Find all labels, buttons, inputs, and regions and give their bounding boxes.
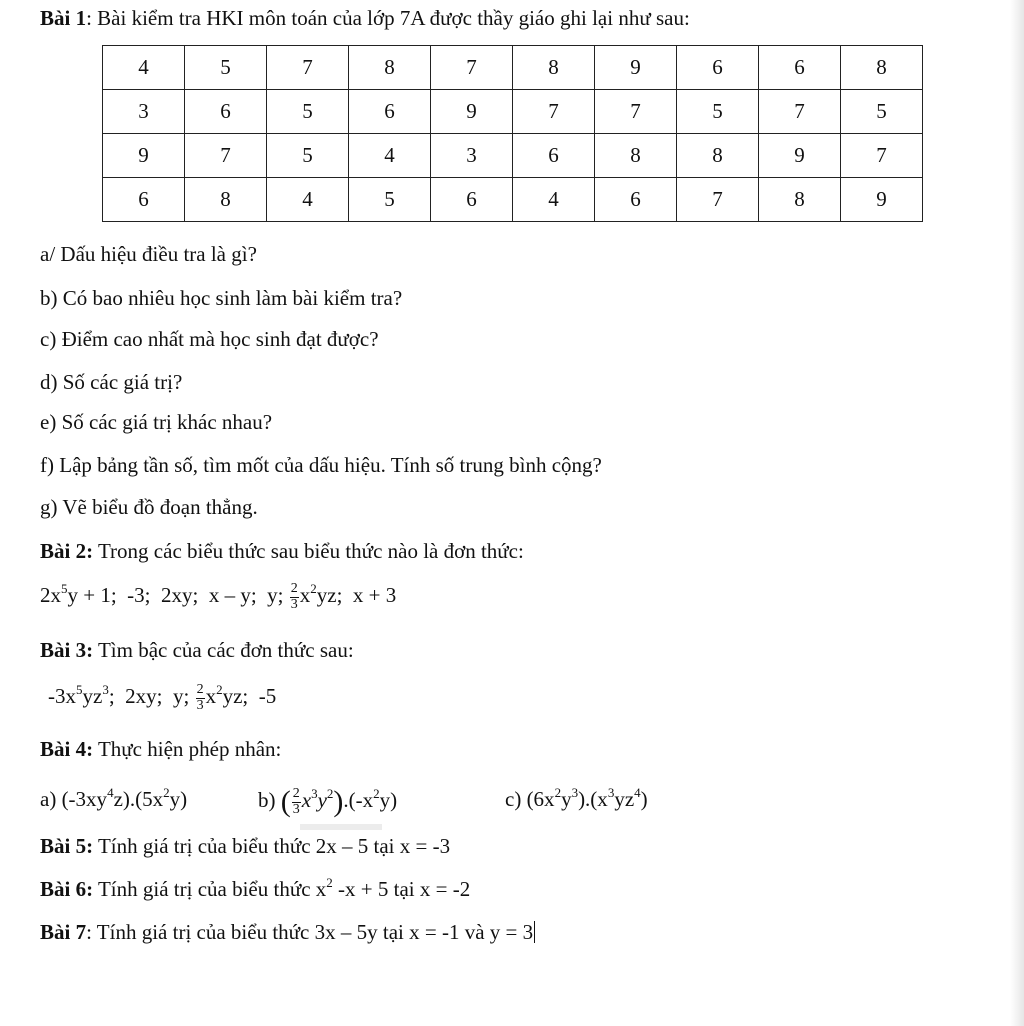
table-cell: 3	[103, 90, 185, 134]
bai4-c-exponent: 3	[571, 785, 579, 800]
bai2-exponent: 2	[310, 581, 317, 596]
bai4-c-part: yz	[614, 787, 635, 811]
table-cell: 8	[841, 46, 923, 90]
bai6-text-part: -x + 5 tại x = -2	[332, 877, 471, 901]
table-cell: 4	[349, 134, 431, 178]
table-cell: 9	[841, 178, 923, 222]
bai4-b-var: y	[317, 788, 327, 812]
bai2-expr-part: yz; x + 3	[316, 583, 397, 607]
table-cell: 7	[513, 90, 595, 134]
table-cell: 5	[267, 90, 349, 134]
bai5-text: Tính giá trị của biểu thức 2x – 5 tại x = -3	[93, 834, 451, 858]
table-cell: 6	[431, 178, 513, 222]
table-cell: 7	[759, 90, 841, 134]
table-cell: 9	[103, 134, 185, 178]
bai4-b-part: y)	[379, 788, 398, 812]
question-f: f) Lập bảng tần số, tìm mốt của dấu hiệu. Tính số trung bình cộng?	[40, 453, 602, 477]
table-cell: 5	[677, 90, 759, 134]
table-cell: 4	[267, 178, 349, 222]
table-cell: 8	[349, 46, 431, 90]
bai2-heading	[40, 539, 524, 564]
bai3-exponent: 5	[76, 682, 83, 697]
bai7-line	[40, 920, 535, 945]
bai3-label: Bài 3:	[40, 638, 94, 662]
bai7-label: Bài 7	[40, 920, 87, 944]
bai2-expr-part: x	[299, 583, 311, 607]
table-cell: 6	[185, 90, 267, 134]
bai2-label: Bài 2:	[40, 539, 94, 563]
table-cell: 4	[513, 178, 595, 222]
bai3-expr-part: yz; -5	[222, 684, 277, 708]
bai1-intro: : Bài kiểm tra HKI môn toán của lớp 7A được thầy giáo ghi lại như sau:	[86, 6, 690, 30]
table-cell: 7	[595, 90, 677, 134]
table-cell: 6	[349, 90, 431, 134]
fraction-two-thirds	[292, 787, 301, 817]
table-cell: 9	[431, 90, 513, 134]
bai3-exponent: 3	[102, 682, 109, 697]
question-g: g) Vẽ biểu đồ đoạn thẳng.	[40, 495, 258, 519]
bai3-expr-part: yz	[82, 684, 103, 708]
table-row	[103, 46, 923, 90]
bai4-a-exponent: 2	[163, 785, 170, 800]
fraction-denominator: 3	[292, 801, 300, 817]
table-cell: 8	[185, 178, 267, 222]
bai1-heading	[40, 6, 690, 31]
bai2-expr-part: 2x	[40, 583, 61, 607]
bai4-b-exponent: 2	[373, 786, 380, 801]
question-d: d) Số các giá trị?	[40, 370, 183, 394]
table-cell: 8	[677, 134, 759, 178]
bai4-text: Thực hiện phép nhân:	[93, 737, 282, 761]
bai3-expr-part: x	[205, 684, 217, 708]
fraction-numerator: 2	[290, 581, 298, 596]
bai7-text: : Tính giá trị của biểu thức 3x – 5y tại x = -1 và y = 3	[86, 920, 534, 944]
bai4-a-part: z).(5x	[113, 787, 164, 811]
table-cell: 7	[677, 178, 759, 222]
bai4-heading	[40, 737, 281, 762]
bai4-b-var: x	[301, 788, 312, 812]
bai2-expr-part: y + 1; -3; 2xy; x – y; y;	[67, 583, 289, 607]
table-cell: 8	[595, 134, 677, 178]
bai4-b-left-paren: (	[280, 785, 291, 818]
bai4-a-part: y)	[169, 787, 188, 811]
table-cell: 8	[513, 46, 595, 90]
table-cell: 9	[759, 134, 841, 178]
bai6-text-part: Tính giá trị của biểu thức x	[93, 877, 327, 901]
table-cell: 5	[267, 134, 349, 178]
bai4-c-part: y	[561, 787, 572, 811]
bai3-heading	[40, 638, 354, 663]
bai3-expression	[48, 683, 276, 713]
table-cell: 4	[103, 46, 185, 90]
table-cell: 5	[185, 46, 267, 90]
table-cell: 7	[841, 134, 923, 178]
table-cell: 7	[431, 46, 513, 90]
bai4-b-part: b)	[258, 788, 281, 812]
table-cell: 5	[349, 178, 431, 222]
bai5-label: Bài 5:	[40, 834, 94, 858]
fraction-denominator: 3	[290, 596, 298, 612]
bai4-b-exponent: 3	[311, 786, 318, 801]
table-row	[103, 178, 923, 222]
scan-smudge	[300, 824, 382, 830]
bai4-c-exponent: 2	[554, 785, 562, 800]
fraction-denominator: 3	[196, 697, 204, 713]
bai3-text: Tìm bậc của các đơn thức sau:	[93, 638, 354, 662]
fraction-two-thirds	[196, 683, 205, 713]
table-cell: 8	[759, 178, 841, 222]
bai4-label: Bài 4:	[40, 737, 94, 761]
table-row	[103, 134, 923, 178]
text-cursor	[534, 921, 535, 943]
table-cell: 6	[595, 178, 677, 222]
table-cell: 7	[185, 134, 267, 178]
fraction-numerator: 2	[292, 786, 300, 801]
bai4-a-part: a) (-3xy	[40, 787, 108, 811]
question-c: c) Điểm cao nhất mà học sinh đạt được?	[40, 327, 379, 351]
table-cell: 6	[759, 46, 841, 90]
bai5-line	[40, 834, 450, 859]
bai4-b-exponent: 2	[326, 786, 334, 801]
bai4-c-exponent: 4	[634, 785, 641, 800]
table-cell: 3	[431, 134, 513, 178]
bai1-label: Bài 1	[40, 6, 87, 30]
bai4-c-part: ).(x	[578, 787, 608, 811]
bai4-a-exponent: 4	[107, 785, 114, 800]
bai4-part-b	[258, 787, 397, 817]
bai4-b-part: .(-x	[343, 788, 374, 812]
bai4-b-right-paren: )	[333, 785, 344, 818]
bai6-label: Bài 6:	[40, 877, 94, 901]
bai6-line	[40, 877, 470, 902]
question-a: a/ Dấu hiệu điều tra là gì?	[40, 242, 257, 266]
bai4-part-c	[505, 787, 648, 812]
bai3-exponent: 2	[216, 682, 223, 697]
fraction-two-thirds	[290, 582, 299, 612]
bai4-c-part: c) (6x	[505, 787, 555, 811]
bai4-c-exponent: 3	[607, 785, 615, 800]
bai4-c-part: )	[640, 787, 648, 811]
table-cell: 6	[513, 134, 595, 178]
fraction-numerator: 2	[196, 682, 204, 697]
bai4-part-a	[40, 787, 187, 812]
table-cell: 9	[595, 46, 677, 90]
bai3-expr-part: ; 2xy; y;	[108, 684, 195, 708]
question-e: e) Số các giá trị khác nhau?	[40, 410, 273, 434]
table-cell: 7	[267, 46, 349, 90]
table-cell: 5	[841, 90, 923, 134]
table-cell: 6	[103, 178, 185, 222]
page-edge-shadow	[1010, 0, 1024, 1026]
score-table	[102, 45, 923, 222]
bai2-expression	[40, 582, 396, 612]
table-cell: 6	[677, 46, 759, 90]
table-row	[103, 90, 923, 134]
bai2-text: Trong các biểu thức sau biểu thức nào là đơn thức:	[93, 539, 524, 563]
bai2-exponent: 5	[61, 581, 68, 596]
bai3-expr-part: -3x	[48, 684, 76, 708]
question-b: b) Có bao nhiêu học sinh làm bài kiểm tra?	[40, 286, 403, 310]
bai6-exponent: 2	[326, 875, 333, 890]
